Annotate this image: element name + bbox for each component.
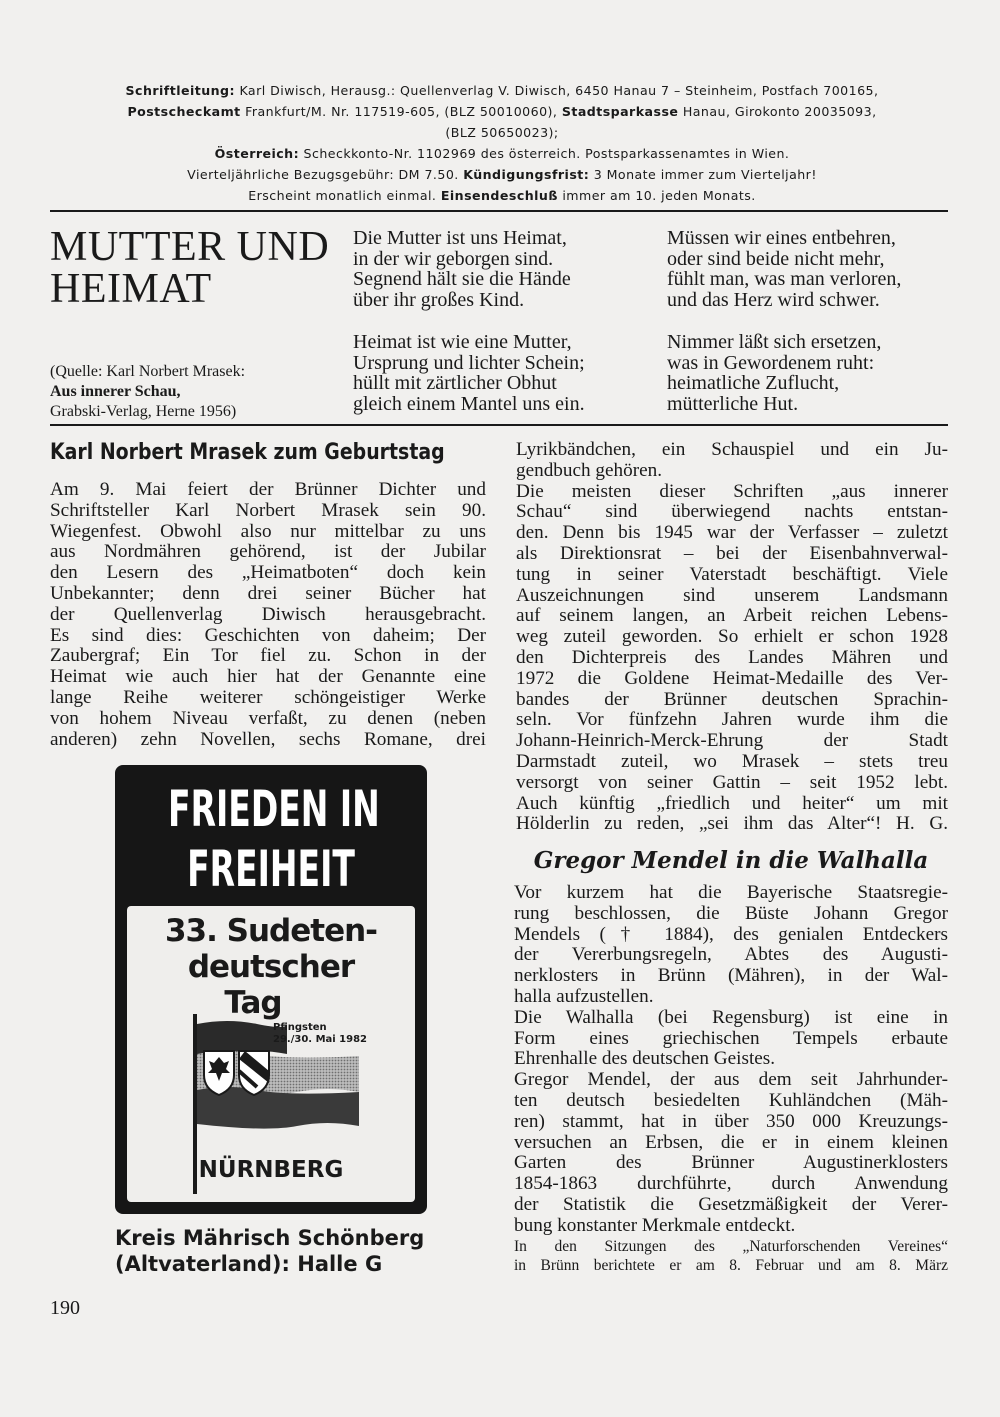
poster-event-line: 33. Sudeten-: [164, 913, 378, 949]
article-line: Ehrenhalle des deutschen Geistes.: [514, 1048, 776, 1070]
article-line: der Quellenverlag Diwisch herausgebracht.: [50, 604, 486, 625]
poem-source-line: (Quelle: Karl Norbert Mrasek:: [50, 363, 246, 380]
masthead-line: [62, 164, 942, 185]
article-line: Es sind dies: Geschichten von daheim; Der: [50, 625, 486, 646]
article-line: In den Sitzungen des „Naturforschenden Vereines“: [514, 1237, 948, 1255]
article-line: Wiegenfest. Obwohl also nur mittelbar zu uns: [50, 521, 486, 542]
article-line: als Direktionsrat – bei der Eisenbahnverwal-: [516, 543, 948, 564]
article-line: Vor kurzem hat die Bayerische Staatsregie-: [514, 883, 948, 903]
masthead-text: Hanau, Girokonto 20035093,: [678, 104, 877, 119]
article-line: seln. Vor fünfzehn Jahren wurde ihm die: [516, 710, 948, 731]
article-line: Die Walhalla (bei Regensburg) ist eine in: [514, 1007, 948, 1028]
poem-title-line: MUTTER UND: [50, 224, 330, 270]
masthead-label: Kündigungsfrist:: [463, 167, 590, 182]
page-number: 190: [50, 1297, 80, 1319]
poster-date-line: Pfingsten: [273, 1022, 327, 1033]
article-line: lange Reihe weiterer schöngeistiger Werke: [50, 687, 486, 708]
poem-stanza-3: [353, 332, 585, 414]
article-line: Garten des Brünner Augustinerklosters: [514, 1153, 948, 1174]
article-line: weg zuteil geworden. So erhielt er schon 1928: [516, 627, 948, 648]
article-line: bandes der Brünner deutschen Sprachin-: [516, 689, 948, 710]
article-line: Schau“ sind überwiegend nachts entstan-: [516, 502, 948, 523]
article-line: den. Denn bis 1945 war der Verfasser – zuletzt: [516, 523, 948, 544]
article-line: von hohem Niveau verfaßt, zu denen (neben: [50, 708, 486, 729]
article-line: gendbuch gehören.: [516, 459, 662, 481]
article-line: versorgt von seiner Gattin – seit 1952 lebt.: [516, 772, 948, 793]
masthead-text: immer am 10. jeden Monats.: [557, 188, 756, 203]
article-line: Darmstadt zuteil, wo Mrasek – stets treu: [516, 751, 948, 772]
masthead-line: [62, 80, 942, 101]
poster-date-line: 29./30. Mai 1982: [273, 1034, 368, 1045]
poem-line: fühlt man, was man verloren,: [667, 268, 902, 291]
article-line: Unbekannter; denn drei seiner Bücher hat: [50, 583, 486, 604]
article-line: Gregor Mendel, der aus dem seit Jahrhunder-: [514, 1070, 948, 1091]
poem-stanza-2: [667, 228, 901, 310]
poster-headline-line: FRIEDEN IN: [168, 780, 380, 838]
article-line: nerklosters in Brünn (Mähren), in der Wal-: [514, 966, 948, 987]
article-line: aus Nordmähren gehörend, ist der Jubilar: [50, 542, 486, 563]
poem-stanza-4: [667, 332, 881, 414]
poem-line: Heimat ist wie eine Mutter,: [353, 331, 572, 353]
poster-caption-line: Kreis Mährisch Schönberg: [115, 1226, 425, 1250]
article-line: in Brünn berichtete er am 8. Februar und am 8. März: [514, 1256, 948, 1274]
poem-source-book: Aus innerer Schau,: [50, 383, 181, 400]
article-line: Lyrikbändchen, ein Schauspiel und ein Ju-: [516, 440, 948, 460]
masthead-line: [62, 101, 942, 122]
masthead-line: [62, 143, 942, 164]
article-mrasek-column-left: [50, 480, 486, 750]
article-line: den Lesern des „Heimatboten“ doch kein: [50, 563, 486, 584]
poem-line: über ihr großes Kind.: [353, 288, 525, 311]
masthead-label: Österreich:: [214, 146, 300, 161]
article-line: Hölderlin zu reden, „sei ihm das Alter“! H. G.: [516, 814, 948, 835]
article-line: Heimat wie auch hier hat der Genannte eine: [50, 667, 486, 688]
masthead-line: [62, 122, 942, 143]
article-line: 1972 die Goldene Heimat-Medaille des Ver-: [516, 668, 948, 689]
article-line: den Dichterpreis des Landes Mähren und: [516, 647, 948, 668]
article-line: Zaubergraf; Ein Tor fiel zu. Schon in der: [50, 646, 486, 667]
masthead-line: [62, 185, 942, 206]
masthead-text: Vierteljährliche Bezugsgebühr: DM 7.50.: [187, 167, 464, 182]
masthead-text: Erscheint monatlich einmal.: [248, 188, 441, 203]
masthead: [62, 80, 942, 206]
poster-panel: [127, 906, 415, 1202]
article-line: der Statistik die Gesetzmäßigkeit der Verer-: [514, 1194, 948, 1215]
article-line: Auszeichnungen sind unserem Landsmann: [516, 585, 948, 606]
article-line: versuchen an Erbsen, die er in einem kleinen: [514, 1132, 948, 1153]
poem-title: [50, 226, 350, 310]
article-line: der Vererbungsregeln, Abtes des Augusti-: [514, 945, 948, 966]
masthead-label: Postscheckamt: [127, 104, 241, 119]
masthead-text: Frankfurt/M. Nr. 117519-605, (BLZ 50010060),: [240, 104, 562, 119]
poster-date: [273, 1022, 367, 1046]
divider-middle: [50, 424, 948, 426]
article-title-mendel: Gregor Mendel in die Walhalla: [533, 847, 929, 874]
poem-line: Müssen wir eines entbehren,: [667, 227, 896, 249]
article-line: Auch künftig „friedlich und heiter“ um mit: [516, 793, 948, 814]
article-mrasek-column-right: [516, 440, 948, 835]
article-line: ren) stammt, hat in über 350 000 Kreuzungs-: [514, 1111, 948, 1132]
masthead-text: 3 Monate immer zum Vierteljahr!: [589, 167, 817, 182]
poster-event-line: Tag: [224, 985, 282, 1021]
poem-source-line: Grabski-Verlag, Herne 1956): [50, 403, 237, 420]
article-title-mrasek: Karl Norbert Mrasek zum Geburtstag: [50, 440, 445, 465]
masthead-label: Stadtsparkasse: [561, 104, 679, 119]
article-line: 1854-1863 durchführte, durch Anwendung: [514, 1174, 948, 1195]
poem-line: heimatliche Zuflucht,: [667, 372, 840, 395]
poem-line: hüllt mit zärtlicher Obhut: [353, 372, 557, 395]
article-line: Johann-Heinrich-Merck-Ehrung der Stadt: [516, 731, 948, 752]
poem-line: und das Herz wird schwer.: [667, 288, 880, 311]
poem-line: oder sind beide nicht mehr,: [667, 247, 885, 270]
poster-headline-line: FREIHEIT: [187, 840, 355, 898]
article-line: anderen) zehn Novellen, sechs Romane, drei: [50, 729, 486, 750]
article-mendel-body: [514, 883, 948, 1275]
poster-event-line: deutscher: [187, 949, 355, 985]
article-line: ten deutsch besiedelten Kuhländchen (Mäh-: [514, 1090, 948, 1111]
poem-line: was in Gewordenem ruht:: [667, 351, 875, 374]
event-poster: [115, 765, 427, 1214]
divider-top: [50, 210, 948, 212]
poem-line: Segnend hält sie die Hände: [353, 268, 571, 291]
poster-caption-line: (Altvaterland): Halle G: [115, 1252, 383, 1276]
masthead-label: Schriftleitung:: [125, 83, 235, 98]
poem-line: gleich einem Mantel uns ein.: [353, 392, 585, 415]
poem-line: mütterliche Hut.: [667, 392, 799, 415]
article-line: Am 9. Mai feiert der Brünner Dichter und: [50, 480, 486, 500]
masthead-text: Scheckkonto-Nr. 1102969 des österreich. Postsparkassenamtes in Wien.: [299, 146, 790, 161]
article-line: halla aufzustellen.: [514, 985, 654, 1007]
article-line: tung in seiner Vaterstadt beschäftigt. Viele: [516, 564, 948, 585]
poem-line: in der wir geborgen sind.: [353, 247, 554, 270]
article-line: Schriftsteller Karl Norbert Mrasek sein 90.: [50, 500, 486, 521]
masthead-text: (BLZ 50650023);: [445, 125, 559, 140]
poem-stanza-1: [353, 228, 571, 310]
masthead-label: Einsendeschluß: [440, 188, 558, 203]
poem-line: Ursprung und lichter Schein;: [353, 351, 585, 374]
poem-source: [50, 362, 330, 422]
article-line: Mendels († 1884), des genialen Entdeckers: [514, 924, 948, 945]
poster-caption: [115, 1225, 445, 1277]
poster-city: NÜRNBERG: [198, 1157, 344, 1183]
article-line: auf seinem langen, an Arbeit reichen Lebens-: [516, 606, 948, 627]
poem-line: Nimmer läßt sich ersetzen,: [667, 331, 882, 353]
poem-title-line: HEIMAT: [50, 266, 212, 312]
article-line: rung beschlossen, die Büste Johann Gregor: [514, 903, 948, 924]
masthead-text: Karl Diwisch, Herausg.: Quellenverlag V. Diwisch, 6450 Hanau 7 – Steinheim, Postfach 700165,: [234, 83, 879, 98]
article-line: Die meisten dieser Schriften „aus innerer: [516, 481, 948, 502]
article-line: Form eines griechischen Tempels erbaute: [514, 1028, 948, 1049]
poem-line: Die Mutter ist uns Heimat,: [353, 227, 567, 249]
article-line: bung konstanter Merkmale entdeckt.: [514, 1214, 796, 1236]
